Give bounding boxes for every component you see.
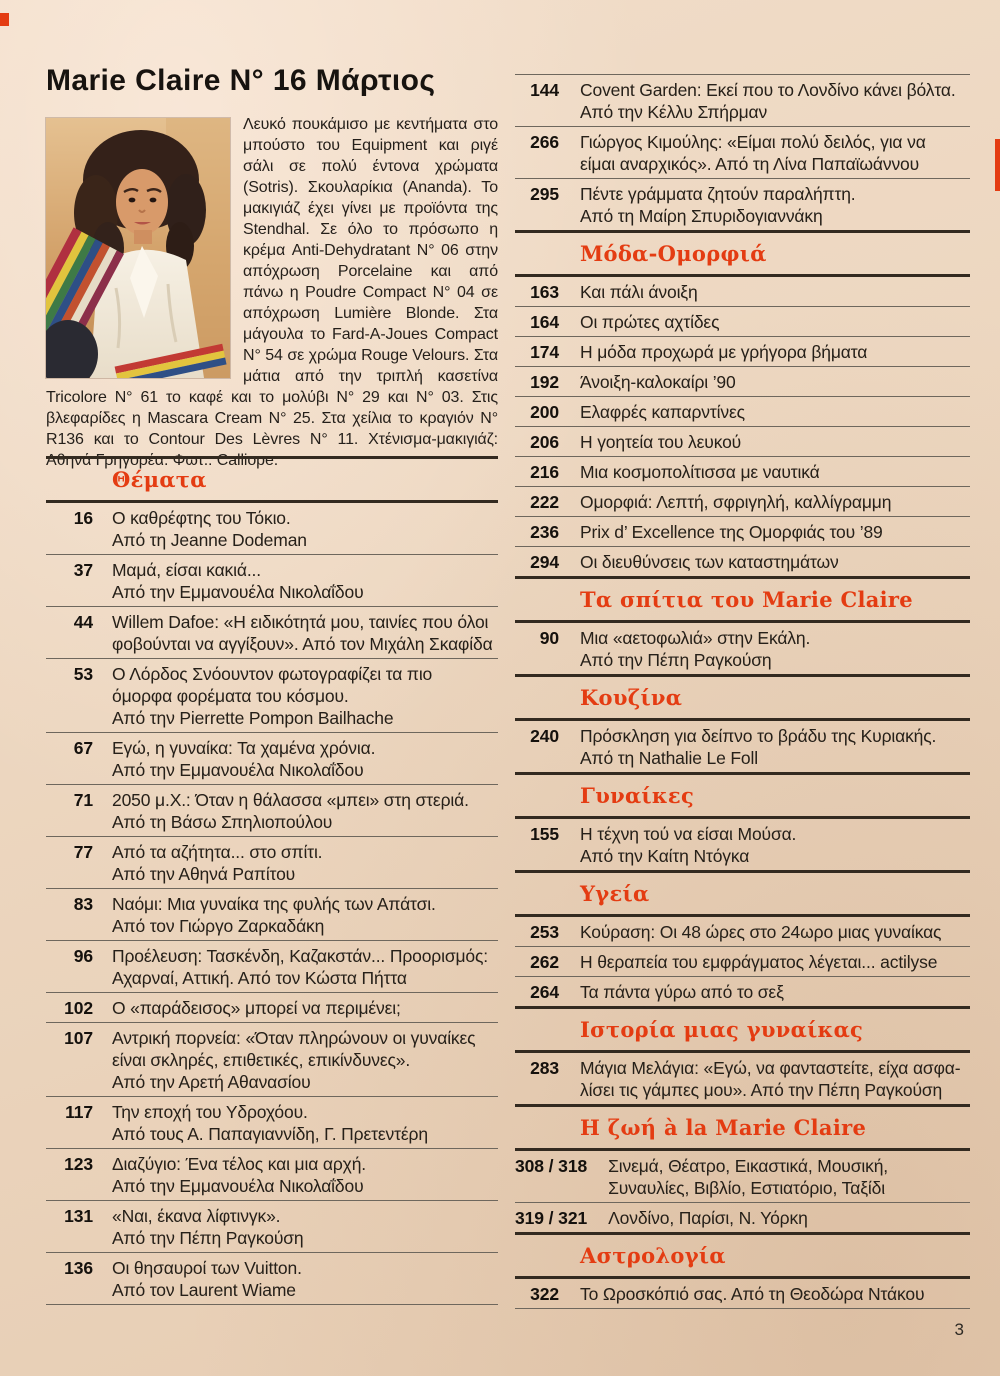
entry-text [580,371,736,393]
entry-text-line: Ελαφρές καπαρντίνες [580,402,745,422]
entry-text [112,1257,302,1301]
section-title: Γυναίκες [580,783,695,808]
entry-text-line: φοβούνται να αγγίξουν». Από τον Μιχάλη Σκαφίδα [112,634,493,654]
toc-entry [515,620,970,674]
entry-text [580,951,937,973]
entry-text-line: Μια «αετοφωλιά» στην Εκάλη. [580,628,811,648]
entry-text-line: Συναυλίες, Βιβλίο, Εστιατόριο, Ταξίδι [608,1178,885,1198]
entry-text-line: Πρόσκληση για δείπνο το βράδυ της Κυριακής. [580,726,937,746]
entry-page-number: 53 [73,664,93,684]
toc-entry [515,456,970,486]
toc-entry [46,992,498,1022]
entry-page-number: 71 [73,790,93,810]
toc-entry [515,366,970,396]
entry-page-number: 253 [530,922,559,942]
entry-text-line: Άνοιξη-καλοκαίρι ’90 [580,372,736,392]
toc-entry [515,486,970,516]
toc-entry [515,546,970,576]
toc-entry [46,888,498,940]
section-title: Μόδα-Ομορφιά [580,241,767,266]
entry-text-line: Από την Αθηνά Ραπίτου [112,864,296,884]
entry-page-number: 107 [64,1028,93,1048]
entry-text [580,183,856,227]
entry-page-number: 200 [530,402,559,422]
entry-text [112,663,432,729]
entry-text-line: 2050 μ.Χ.: Όταν η θάλασσα «μπει» στη στεριά. [112,790,469,810]
entry-text [580,311,719,333]
entry-text-line: Από την Πέπη Ραγκούση [580,650,772,670]
entry-text [112,945,488,989]
entry-text [608,1155,888,1199]
entry-text-line: Διαζύγιο: Ένα τέλος και μια αρχή. [112,1154,367,1174]
entry-text [580,131,926,175]
entry-text-line: Ο «παράδεισος» μπορεί να περιμένει; [112,998,401,1018]
entry-text-line: Εγώ, η γυναίκα: Τα χαμένα χρόνια. [112,738,376,758]
entry-page-number: 294 [530,552,559,572]
entry-text-line: Ομορφιά: Λεπτή, σφριγηλή, καλλίγραμμη [580,492,892,512]
entry-text-line: Prix d’ Excellence της Ομορφιάς του ’89 [580,522,883,542]
entry-text [112,893,436,937]
toc-entry [515,1202,970,1232]
entry-text [580,627,810,671]
entry-page-number: 216 [530,462,559,482]
entry-page-number: 295 [530,184,559,204]
entry-text [112,737,375,781]
toc-entry [515,274,970,306]
toc-entry [515,1148,970,1202]
entry-text-line: Από τον Laurent Wiame [112,1280,296,1300]
entry-page-number: 67 [73,738,93,758]
entry-text-line: Μια κοσμοπολίτισσα με ναυτικά [580,462,820,482]
toc-entry [46,606,498,658]
entry-text-line: Ο καθρέφτης του Τόκιο. [112,508,291,528]
entry-text-line: Την εποχή του Υδροχόου. [112,1102,308,1122]
red-edge-mark [995,139,1000,191]
toc-entry [46,500,498,554]
entry-text-line: Γιώργος Κιμούλης: «Είμαι πολύ δειλός, για να [580,132,926,152]
toc-entry [46,1096,498,1148]
entry-text-line: Η θεραπεία του εμφράγματος λέγεται... actilyse [580,952,938,972]
entry-text [580,341,867,363]
entry-text-line: όμορφα φορέματα του κόσμου. [112,686,349,706]
entry-page-number: 236 [530,522,559,542]
entry-text-line: Οι διευθύνσεις των καταστημάτων [580,552,839,572]
entry-text [580,981,784,1003]
entry-text-line: Από την Εμμανουέλα Νικολαΐδου [112,582,364,602]
section-header [515,1006,970,1050]
entry-text-line: Η μόδα προχωρά με γρήγορα βήματα [580,342,868,362]
entry-text [580,1283,924,1305]
entry-text-line: Πέντε γράμματα ζητούν παραλήπτη. [580,184,856,204]
entry-text-line: Από την Pierrette Pompon Bailhache [112,708,394,728]
entry-text-line: Η τέχνη τού να είσαι Μούσα. [580,824,797,844]
toc-entry [515,816,970,870]
entry-page-number: 123 [64,1154,93,1174]
entry-text-line: Οι πρώτες αχτίδες [580,312,720,332]
model-photo-illustration [46,118,230,378]
section-header [515,576,970,620]
toc-entry [46,1022,498,1096]
entry-text [580,491,891,513]
toc-entry [515,976,970,1006]
toc-entry [46,554,498,606]
entry-page-number: 117 [65,1102,93,1122]
entry-text-line: Από τον Γιώργο Ζαρκαδάκη [112,916,325,936]
entry-text [580,551,839,573]
entry-text-line: Από τη Βάσω Σπηλιοπούλου [112,812,333,832]
toc-entry [46,836,498,888]
entry-page-number: 102 [64,998,93,1018]
toc-entry [46,1252,498,1304]
entry-text-line: Και πάλι άνοιξη [580,282,698,302]
entry-page-number: 77 [73,842,93,862]
toc-entry [515,718,970,772]
entry-page-number: 222 [530,492,559,512]
entry-text [112,507,307,551]
entry-page-number: 266 [530,132,559,152]
entry-page-number: 192 [530,372,559,392]
entry-text [580,725,936,769]
entry-text-line: Αντρική πορνεία: «Όταν πληρώνουν οι γυναίκες [112,1028,476,1048]
page-title: Marie Claire N° 16 Μάρτιος [46,64,436,97]
page-number: 3 [954,1320,964,1339]
red-corner-mark [0,13,9,26]
toc-entry [515,914,970,946]
section-title: Η ζωή à la Marie Claire [580,1115,867,1140]
section-header [515,674,970,718]
entry-text-line: Από τους Α. Παπαγιαννίδη, Γ. Πρετεντέρη [112,1124,428,1144]
toc-column-left [46,456,498,1305]
entry-page-number: 174 [530,342,559,362]
entry-text [608,1207,808,1229]
entry-page-number: 262 [530,952,559,972]
toc-entry [515,516,970,546]
entry-text-line: Σινεμά, Θέατρο, Εικαστικά, Μουσική, [608,1156,888,1176]
entry-text [580,401,745,423]
entry-text-line: Από την Πέπη Ραγκούση [112,1228,304,1248]
cover-caption [46,114,498,471]
entry-text-line: Οι θησαυροί των Vuitton. [112,1258,302,1278]
toc-entry [46,1148,498,1200]
entry-text [112,611,493,655]
toc-entry [515,1050,970,1104]
entry-text-line: Από την Κέλλυ Σπήρμαν [580,102,768,122]
model-photo [46,118,230,378]
entry-page-number: 206 [530,432,559,452]
entry-text [580,921,941,943]
caption-text: Λευκό πουκάμισο με κεντήματα στο μπούστο του Equipment και ριγέ σάλι σε πολύ έντονα χρώματα (Sotris). Σκουλαρίκια (Ananda). Το μακιγιάζ έχει γίνει με προϊόντα της Stendhal. Σε όλο το πρόσωπο η κρέμα Anti-Dehydratant N° 06 στην απόχρωση Porcelaine και από πάνω η Poudre Compact N° 04 σε απόχρωση Lumière Blonde. Στα μάγουλα το Fard-A-Joues Compact N° 54 σε χρώμα Rouge Velours. Στα μάτια από την τριπλή κασετίνα Tricolore N° 61 το καφέ και το μολύβι N° 29 και N° 03. Στις βλεφαρίδες η Mascara Cream N° 25. Στα χείλια το κραγιόν N° R136 και το Contour Des Lèvres N° 11. Χτένισμα-μακιγιάζ: Αθηνά Γρηγορέα. Φωτ.: Calliope. [46,116,498,469]
entry-page-number: 163 [530,282,559,302]
entry-text [112,1027,475,1093]
entry-text-line: Τα πάντα γύρω από το σεξ [580,982,784,1002]
toc-entry [515,946,970,976]
entry-text [580,461,820,483]
toc-entry [515,178,970,230]
entry-page-number: 164 [530,312,559,332]
entry-text-line: Κούραση: Οι 48 ώρες στο 24ωρο μιας γυναίκας [580,922,942,942]
entry-text-line: Από την Αρετή Αθανασίου [112,1072,311,1092]
entry-page-number: 308 / 318 [515,1156,588,1176]
toc-entry [515,306,970,336]
section-title: Ιστορία μιας γυναίκας [580,1017,864,1042]
entry-text [580,521,883,543]
section-title: Τα σπίτια του Marie Claire [580,587,913,612]
entry-text-line: Λονδίνο, Παρίσι, Ν. Υόρκη [608,1208,808,1228]
entry-page-number: 16 [73,508,93,528]
entry-page-number: 322 [530,1284,559,1304]
section-title: Θέματα [112,467,207,492]
entry-text-line: Από τα αζήτητα... στο σπίτι. [112,842,323,862]
toc-entry [515,396,970,426]
entry-text [580,431,741,453]
entry-text [112,559,364,603]
entry-text-line: Από τη Nathalie Le Foll [580,748,758,768]
toc-entry [46,658,498,732]
section-header [46,456,498,500]
entry-text [112,1101,428,1145]
entry-text-line: είμαι αναρχικός». Από τη Λίνα Παπαϊωάννου [580,154,920,174]
section-header [515,870,970,914]
entry-page-number: 136 [64,1258,93,1278]
toc-entry [46,1200,498,1252]
entry-page-number: 131 [64,1206,93,1226]
section-header [515,230,970,274]
entry-text-line: Από την Εμμανουέλα Νικολαΐδου [112,760,364,780]
entry-page-number: 90 [539,628,559,648]
entry-text [112,997,401,1019]
entry-page-number: 155 [530,824,559,844]
entry-text-line: Η γοητεία του λευκού [580,432,742,452]
entry-text [580,1057,960,1101]
entry-text [580,823,796,867]
entry-page-number: 240 [530,726,559,746]
toc-column-right [515,74,970,1309]
entry-page-number: 283 [530,1058,559,1078]
entry-page-number: 144 [530,80,559,100]
toc-entry [46,732,498,784]
section-header [515,1232,970,1276]
entry-text-line: είναι σκληρές, επιθετικές, επικίνδυνες». [112,1050,411,1070]
entry-text-line: Ο Λόρδος Σνόουντον φωτογραφίζει τα πιο [112,664,433,684]
entry-page-number: 264 [530,982,559,1002]
entry-page-number: 83 [73,894,93,914]
entry-text-line: Από τη Μαίρη Σπυριδογιαννάκη [580,206,823,226]
entry-text-line: Ναόμι: Μια γυναίκα της φυλής των Απάτσι. [112,894,436,914]
entry-text [580,281,698,303]
entry-text-line: Από την Εμμανουέλα Νικολαΐδου [112,1176,364,1196]
entry-page-number: 44 [73,612,93,632]
entry-text [112,789,469,833]
entry-text-line: Μαμά, είσαι κακιά... [112,560,261,580]
entry-text-line: Willem Dafoe: «Η ειδικότητά μου, ταινίες που όλοι [112,612,489,632]
entry-text [112,1153,366,1197]
entry-text-line: λίσει τις γάμπες μου». Από την Πέπη Ραγκούση [580,1080,943,1100]
entry-text-line: Προέλευση: Τασκένδη, Καζακστάν... Προορισμός: [112,946,488,966]
entry-text-line: Covent Garden: Εκεί που το Λονδίνο κάνει βόλτα. [580,80,956,100]
section-title: Κουζίνα [580,685,683,710]
toc-entry [515,426,970,456]
toc-entry [515,1276,970,1308]
entry-text-line: «Ναι, έκανα λίφτινγκ». [112,1206,281,1226]
toc-entry [46,940,498,992]
toc-entry [515,74,970,126]
entry-text [112,1205,303,1249]
section-header [515,772,970,816]
entry-text-line: Από την Καίτη Ντόγκα [580,846,750,866]
entry-text [112,841,322,885]
entry-text [580,79,956,123]
entry-text-line: Από τη Jeanne Dodeman [112,530,307,550]
entry-text-line: Το Ωροσκόπιό σας. Από τη Θεοδώρα Ντάκου [580,1284,925,1304]
toc-entry [515,336,970,366]
toc-entry [515,126,970,178]
section-title: Αστρολογία [580,1243,726,1268]
entry-page-number: 96 [73,946,93,966]
entry-page-number: 37 [73,560,93,580]
section-title: Υγεία [580,881,650,906]
entry-page-number: 319 / 321 [515,1208,588,1228]
section-header [515,1104,970,1148]
entry-text-line: Μάγια Μελάγια: «Εγώ, να φανταστείτε, είχα ασφα- [580,1058,961,1078]
toc-entry [46,784,498,836]
entry-text-line: Αχαρναί, Αττική. Από τον Κώστα Πήττα [112,968,407,988]
